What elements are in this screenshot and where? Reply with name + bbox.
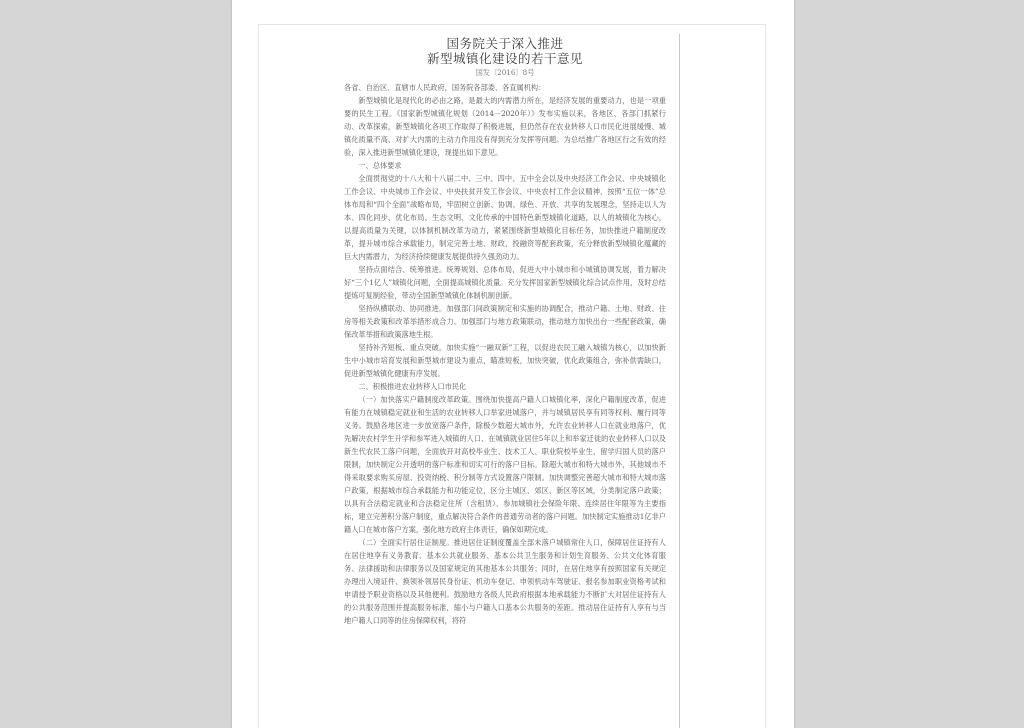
margin-rule (679, 34, 680, 728)
section-heading: 一、总体要求 (358, 161, 402, 170)
document-number: 国发〔2016〕8号 (475, 68, 535, 77)
section-heading: 二、积极推进农业转移人口市民化 (358, 382, 467, 391)
title-line-1: 国务院关于深入推进 (446, 36, 564, 51)
paragraph: 全面贯彻党的十八大和十八届二中、三中、四中、五中全会以及中央经济工作会议、中央城镇化工作会议、中央城市工作会议、中央扶贫开发工作会议、中央农村工作会议精神，按照“五位一体”总体布局和“四个全面”战略布局，牢固树立创新、协调、绿色、开放、共享的发展理念，坚持走以人为本、四化同步、优化布局、生态文明、文化传承的中国特色新型城镇化道路，以人的城镇化为核心，以提高质量为关键，以体制机制改革为动力，紧紧围绕新型城镇化目标任务，加快推进户籍制度改革，提升城市综合承载能力，制定完善土地、财政、投融资等配套政策，充分释放新型城镇化蕴藏的巨大内需潜力，为经济持续健康发展提供持久强劲动力。 (344, 174, 666, 261)
paragraph: （一）加快落实户籍制度改革政策。围绕加快提高户籍人口城镇化率，深化户籍制度改革，促进有能力在城镇稳定就业和生活的农业转移人口举家进城落户，并与城镇居民享有同等权利、履行同等义务。鼓励各地区进一步放宽落户条件，除极少数超大城市外，允许农业转移人口在就业地落户，优先解决农村学生升学和参军进入城镇的人口、在城镇就业居住5年以上和举家迁徙的农业转移人口以及新生代农民工落户问题，全面放开对高校毕业生、技术工人、职业院校毕业生、留学归国人员的落户限制，加快制定公开透明的落户标准和切实可行的落户目标。除超大城市和特大城市外，其他城市不得采取要求购买房屋、投资纳税、积分制等方式设置落户限制。加快调整完善超大城市和特大城市落户政策，根据城市综合承载能力和功能定位，区分主城区、郊区、新区等区域，分类制定落户政策；以具有合法稳定就业和合法稳定住所（含租赁）、参加城镇社会保险年限、连续居住年限等为主要指标，建立完善积分落户制度，重点解决符合条件的普通劳动者的落户问题。加快制定实施推动1亿非户籍人口在城市落户方案，强化地方政府主体责任，确保如期完成。 (344, 395, 666, 534)
paragraph: 新型城镇化是现代化的必由之路，是最大的内需潜力所在，是经济发展的重要动力，也是一项重要的民生工程。《国家新型城镇化规划（2014－2020年）》发布实施以来，各地区、各部门抓紧行动、改革探索，新型城镇化各项工作取得了积极进展，但仍然存在农业转移人口市民化进展缓慢、城镇化质量不高、对扩大内需的主动力作用没有得到充分发挥等问题。为总结推广各地区行之有效的经验，深入推进新型城镇化建设，现提出如下意见。 (344, 96, 666, 157)
paragraph: 坚持补齐短板、重点突破。加快实施“一融双新”工程，以促进农民工融入城镇为核心，以加快新生中小城市培育发展和新型城市建设为重点，瞄准短板，加快突破，优化政策组合，弥补供需缺口，促进新型城镇化健康有序发展。 (344, 343, 666, 378)
paragraph: 坚持点面结合、统筹推进。统筹规划、总体布局，促进大中小城市和小城镇协调发展，着力解决好“三个1亿人”城镇化问题，全面提高城镇化质量。充分发挥国家新型城镇化综合试点作用，及时总结提炼可复制经验，带动全国新型城镇化体制机制创新。 (344, 265, 666, 300)
paragraph: 坚持纵横联动、协同推进。加强部门间政策制定和实施的协调配合，推动户籍、土地、财政、住房等相关政策和改革举措形成合力。加强部门与地方政策联动，推动地方加快出台一些配套政策，确保改革举措和政策落地生根。 (344, 304, 666, 339)
title-line-2: 新型城镇化建设的若干意见 (426, 51, 583, 66)
salutation: 各省、自治区、直辖市人民政府，国务院各部委、各直属机构： (344, 83, 546, 92)
paragraph: （二）全面实行居住证制度。推进居住证制度覆盖全部未落户城镇常住人口，保障居住证持有人在居住地享有义务教育、基本公共就业服务、基本公共卫生服务和计划生育服务、公共文化体育服务、法律援助和法律服务以及国家规定的其他基本公共服务；同时，在居住地享有按照国家有关规定办理出入境证件、换领补领居民身份证、机动车登记、申领机动车驾驶证、报名参加职业资格考试和申请授予职业资格以及其他便利。鼓励地方各级人民政府根据本地承载能力不断扩大对居住证持有人的公共服务范围并提高服务标准，缩小与户籍人口基本公共服务的差距。推动居住证持有人享有与当地户籍人口同等的住房保障权利，将符 (344, 538, 666, 625)
document-page (232, 0, 794, 728)
document-body (344, 36, 666, 627)
